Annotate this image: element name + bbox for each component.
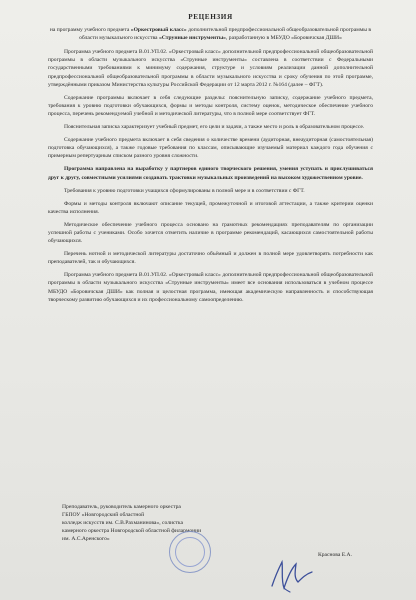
intro-post: , разработанную в МБУДО «Боровичская ДШИ» <box>225 35 342 42</box>
signatory-line-5: им. А.С.Аренского» <box>62 536 110 543</box>
intro-program: «Струнные инструменты» <box>158 35 226 42</box>
signatory-line-4: камерного оркестра Новгородской областной филармонии <box>62 528 202 535</box>
signatory-line-2: ГБПОУ «Новгородский областной <box>62 512 145 519</box>
paragraph-1: Программа учебного предмета В.01.УП.02. «Оркестровый класс» дополнительной предпрофессиональной общеобразовательной программы в области музыкального искусства «Струнные инструменты» составлена в соответствии с Федеральными государственными требованиями к минимуму содержания, структуре и условиям реализации данной дополнительной предпрофессиональной общеобразовательной программы в области музыкального искусства и сроку обучения по этой программе, утверждёнными приказом Министерства культуры Российской Федерации от 12 марта 2012 г. №164 (далее – ФГТ). <box>48 49 373 88</box>
paragraph-5: Программа направлена на выработку у партнеров единого творческого решения, умения уступать и прислушиваться друг к другу, совместными усилиями создавать трактовки музыкальных произведений на высоком художественном уровне. <box>48 166 373 181</box>
signatory-name: Краснова Е.А. <box>318 552 352 558</box>
signatory-line-3: колледж искусств им. С.В.Рахманинова», солистка <box>62 520 184 527</box>
paragraph-9: Перечень нотной и методической литературы достаточно объёмный и должен в полной мере удовлетворять потребности как преподавателей, так и обучающихся. <box>48 251 373 266</box>
paragraph-6: Требования к уровню подготовки учащихся сформулированы в полной мере и в соответствии с ФГТ. <box>64 187 305 194</box>
signatory-line-1: Преподаватель, руководитель камерного оркестра <box>62 504 181 510</box>
document-title: РЕЦЕНЗИЯ <box>188 13 233 21</box>
intro-mid: дополнительной предпрофессиональной общеобразовательной программы в области музыкального искусства <box>79 27 372 42</box>
paragraph-2: Содержание программы включает в себя следующие разделы: пояснительную записку, содержание учебного предмета, требования к уровню подготовки обучающихся, формы и методы контроля, систему оценок, методическое обеспечение учебного процесса, перечень рекомендуемой учебной и методической литературы, что в полной мере соответствует ФГТ. <box>48 94 373 117</box>
paragraph-3: Пояснительная записка характеризует учебный предмет, его цели и задачи, а также место и роль в образовательном процессе. <box>64 124 365 131</box>
handwritten-signature <box>262 556 332 594</box>
intro-pre: на программу учебного предмета <box>49 27 131 34</box>
intro-block <box>48 26 373 42</box>
official-stamp <box>169 531 211 573</box>
paragraph-4: Содержание учебного предмета включает в себя сведения о количестве времени (аудиторная, внеаудиторная (самостоятельная) подготовка обучающихся), а также годовые требования по классам, описывающие изучаемый материал каждого года обучения с примерным репертуарным списком разного уровня сложности. <box>48 137 373 160</box>
paragraph-8: Методическое обеспечение учебного процесса основано на грамотных рекомендациях преподавателям по организации успешной работы с учениками. Особо хочется отметить наличие в программе рекомендаций, касающихся самостоятельной работы обучающихся. <box>48 221 373 245</box>
intro-subject: «Оркестровый класс» <box>130 27 187 34</box>
paragraph-10: Программа учебного предмета В.01.УП.02. «Оркестровый класс» дополнительной предпрофессиональной общеобразовательной программы в области музыкального искусства «Струнные инструменты» имеет все основания использоваться в учебном процессе МБУДО «Боровичская ДШИ» как полная и целостная программа, имеющая академическую направленность и способствующая творческому развитию обучающихся и их профессиональному самоопределению. <box>48 272 373 303</box>
paragraph-7: Формы и методы контроля включают описание текущей, промежуточной и итоговой аттестации, а также критерии оценки качества исполнения. <box>48 200 373 215</box>
